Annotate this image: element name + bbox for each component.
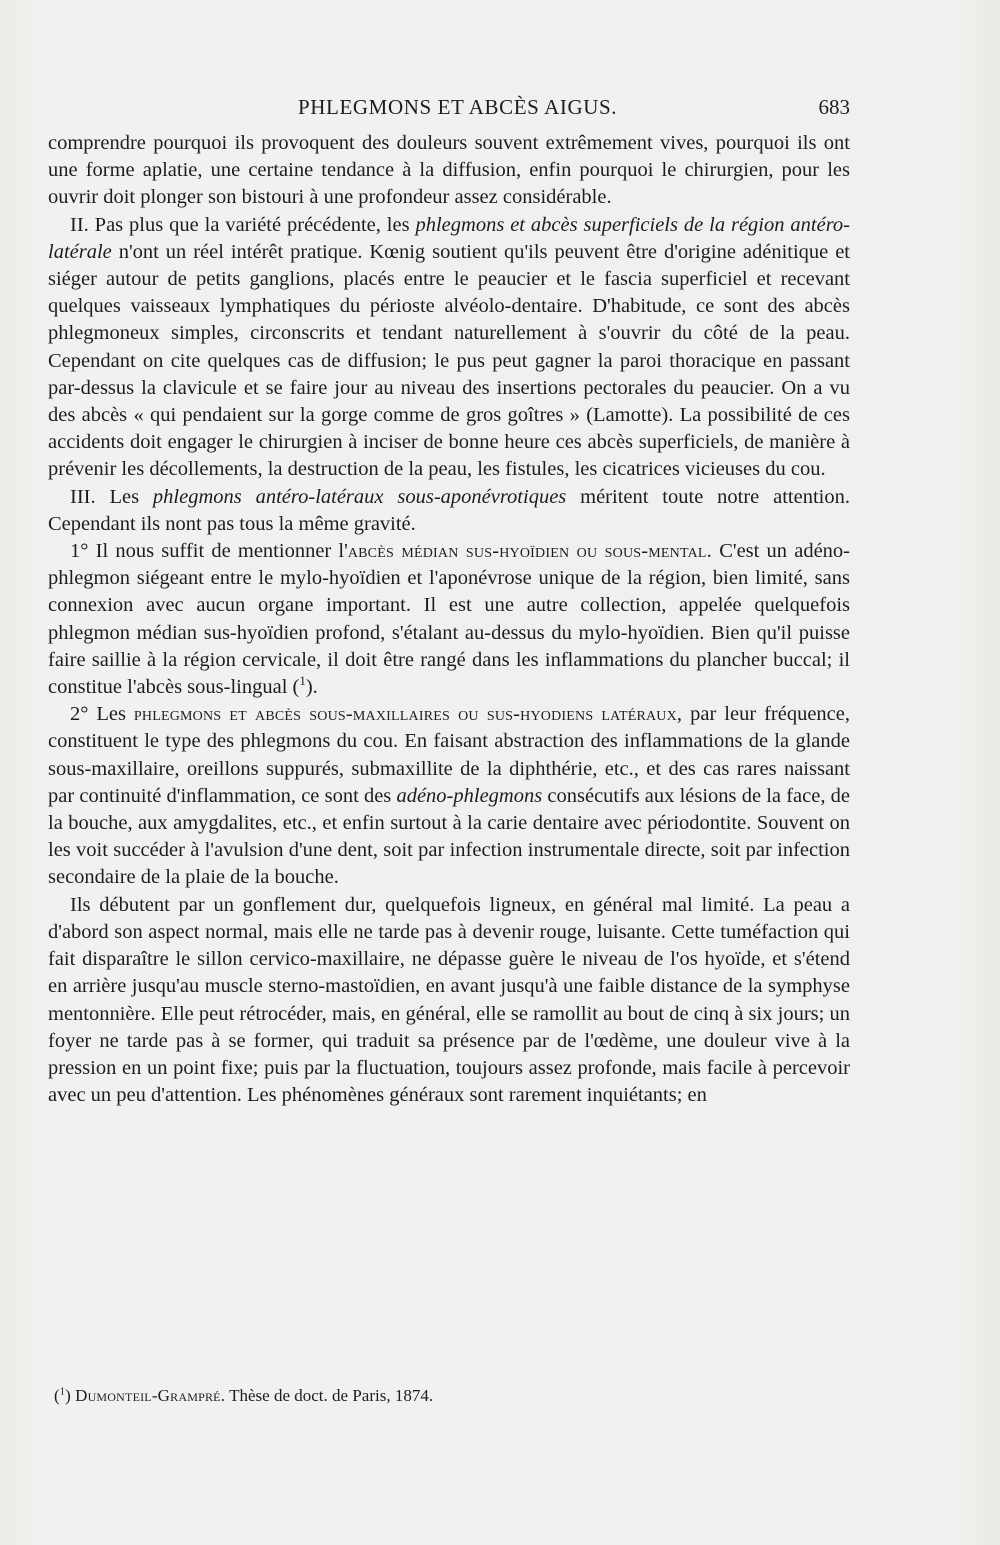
paragraph-text: III. Les <box>70 485 153 508</box>
footnote-reference: 1 <box>299 673 306 689</box>
paragraph-symptoms <box>48 892 850 1110</box>
footnote-marker: 1 <box>59 1385 66 1398</box>
paragraph-item-1 <box>48 538 850 701</box>
paragraph-text: 2° Les <box>70 703 134 726</box>
paragraph-item-2 <box>48 701 850 891</box>
page-number: 683 <box>818 95 850 119</box>
paragraph-text: ). <box>305 676 318 699</box>
paragraph-text: 1° Il nous suffit de mentionner l' <box>70 540 348 563</box>
italic-term: phlegmons et abcès superficiels de la région antéro-latérale <box>48 213 850 263</box>
paragraph-text: comprendre pourquoi ils provoquent des douleurs souvent extrêmement vives, pourquoi ils ont une forme aplatie, une certaine tendance à la diffusion, enfin pourquoi le chirurgien, pour les ouvrir doit plonger son bistouri à une profondeur assez considérable. <box>48 132 850 209</box>
paragraph-text: II. Pas plus que la variété précédente, les <box>70 213 416 236</box>
paragraph-text: n'ont un réel intérêt pratique. Kœnig soutient qu'ils peuvent être d'origine adénitique et siéger autour de petits ganglions, placés entre le peaucier et le fascia superficiel et recevant quelques vaisseaux lymphatiques du périoste alvéolo-dentaire. D'habitude, ce sont des abcès phlegmoneux simples, circonscrits et tendant naturellement à s'ouvrir du côté de la peau. Cependant on cite quelques cas de diffusion; le pus peut gagner la paroi thoracique en passant par-dessus la clavicule et se faire jour au niveau des insertions pectorales du peaucier. On a vu des abcès « qui pendaient sur la gorge comme de gros goîtres » (Lamotte). La possibilité de ces accidents doit engager le chirurgien à inciser de bonne heure ces abcès superficiels, de manière à prévenir les décollements, la destruction de la peau, les fistules, les cicatrices vicieuses du cou. <box>48 240 850 481</box>
footnote-author: Dumonteil-Grampré. <box>75 1386 226 1405</box>
small-caps-term: phlegmons et abcès sous-maxillaires ou sus-hyodiens latéraux, <box>133 703 683 726</box>
italic-term: phlegmons antéro-latéraux sous-aponévrotiques <box>152 485 567 508</box>
footnote: ($^1$) Dumonteil-Grampré. Thèse de doct. de Paris, 1874. <box>54 1385 434 1405</box>
footnote-text: Thèse de doct. de Paris, 1874. <box>225 1386 434 1405</box>
paragraph-text: Ils débutent par un gonflement dur, quelquefois ligneux, en général mal limité. La peau a d'abord son aspect normal, mais elle ne tarde pas à devenir rouge, luisante. Cette tuméfaction qui fait disparaître le sillon cervico-maxillaire, ne dépasse guère le niveau de l'os hyoïde, et s'étend en arrière jusqu'au muscle sterno-mastoïdien, en avant jusqu'à une faible distance de la symphyse mentonnière. Elle peut rétrocéder, mais, en général, elle se ramollit au bout de cinq à six jours; un foyer ne tarde pas à se former, qui traduit sa présence par de l'œdème, une douleur vive à la pression en un point fixe; puis par la fluctuation, toujours assez profonde, mais facile à percevoir avec un peu d'attention. Les phénomènes généraux sont rarement inquiétants; en <box>48 893 850 1107</box>
paragraph-continuation <box>48 130 850 212</box>
body-text <box>48 130 850 1109</box>
page-header <box>48 95 850 125</box>
small-caps-term: abcès médian sus-hyoïdien ou sous-mental. <box>347 540 713 563</box>
paragraph-section-ii <box>48 212 850 484</box>
paragraph-text: consécutifs aux lésions de la face, de la bouche, aux amygdalites, etc., et enfin surtout à la carie dentaire avec périodontite. Souvent on les voit succéder à l'avulsion d'une dent, soit par infection instrumentale directe, soit par infection secondaire de la plaie de la bouche. <box>48 784 850 889</box>
italic-term: adéno-phlegmons <box>396 784 543 807</box>
paragraph-text: méritent toute notre attention. Cependant ils nont pas tous la même gravité. <box>48 485 850 535</box>
paragraph-text: par leur fréquence, constituent le type des phlegmons du cou. En faisant abstraction des inflammations de la glande sous-maxillaire, oreillons suppurés, submaxillite de la diphthérie, etc., et des cas rares naissant par continuité d'inflammation, ce sont des <box>48 703 850 807</box>
running-head: PHLEGMONS ET ABCÈS AIGUS. <box>298 95 618 119</box>
paragraph-section-iii <box>48 484 850 538</box>
paragraph-text: C'est un adéno-phlegmon siégeant entre le mylo-hyoïdien et l'aponévrose unique de la région, bien limité, sans connexion avec aucun organe important. Il est une autre collection, appelée quelquefois phlegmon médian sus-hyoïdien profond, s'étalant au-dessus du mylo-hyoïdien. Bien qu'il puisse faire saillie à la région cervicale, il doit être rangé dans les inflammations du plancher buccal; il constitue l'abcès sous-lingual ( <box>48 540 850 699</box>
